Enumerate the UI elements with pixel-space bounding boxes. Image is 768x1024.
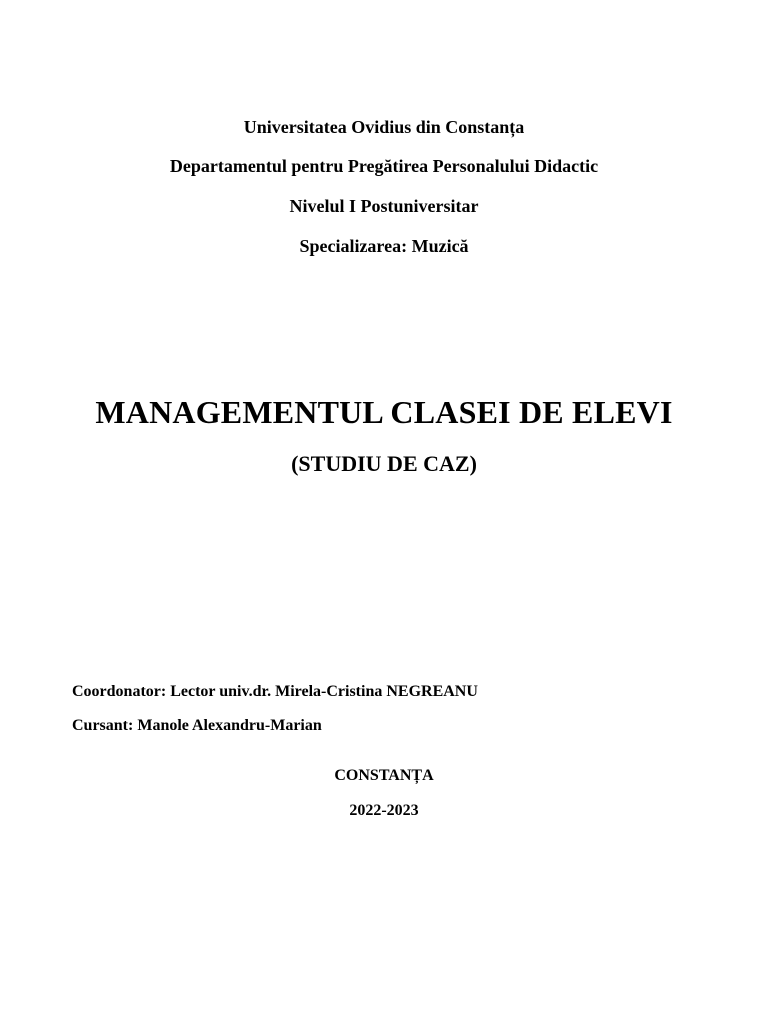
coordinator-line: Coordonator: Lector univ.dr. Mirela-Cristina NEGREANU xyxy=(72,683,478,700)
specialization: Specializarea: Muzică xyxy=(299,236,469,256)
city-name: CONSTANȚA xyxy=(334,767,434,784)
document-title: MANAGEMENTUL CLASEI DE ELEVI xyxy=(95,394,673,430)
department-name: Departamentul pentru Pregătirea Personalului Didactic xyxy=(169,156,599,176)
student-line: Cursant: Manole Alexandru-Marian xyxy=(72,717,322,734)
university-name: Universitatea Ovidius din Constanța xyxy=(243,117,525,137)
program-level: Nivelul I Postuniversitar xyxy=(289,196,479,216)
document-subtitle: (STUDIU DE CAZ) xyxy=(291,451,477,476)
academic-year: 2022-2023 xyxy=(349,802,419,819)
